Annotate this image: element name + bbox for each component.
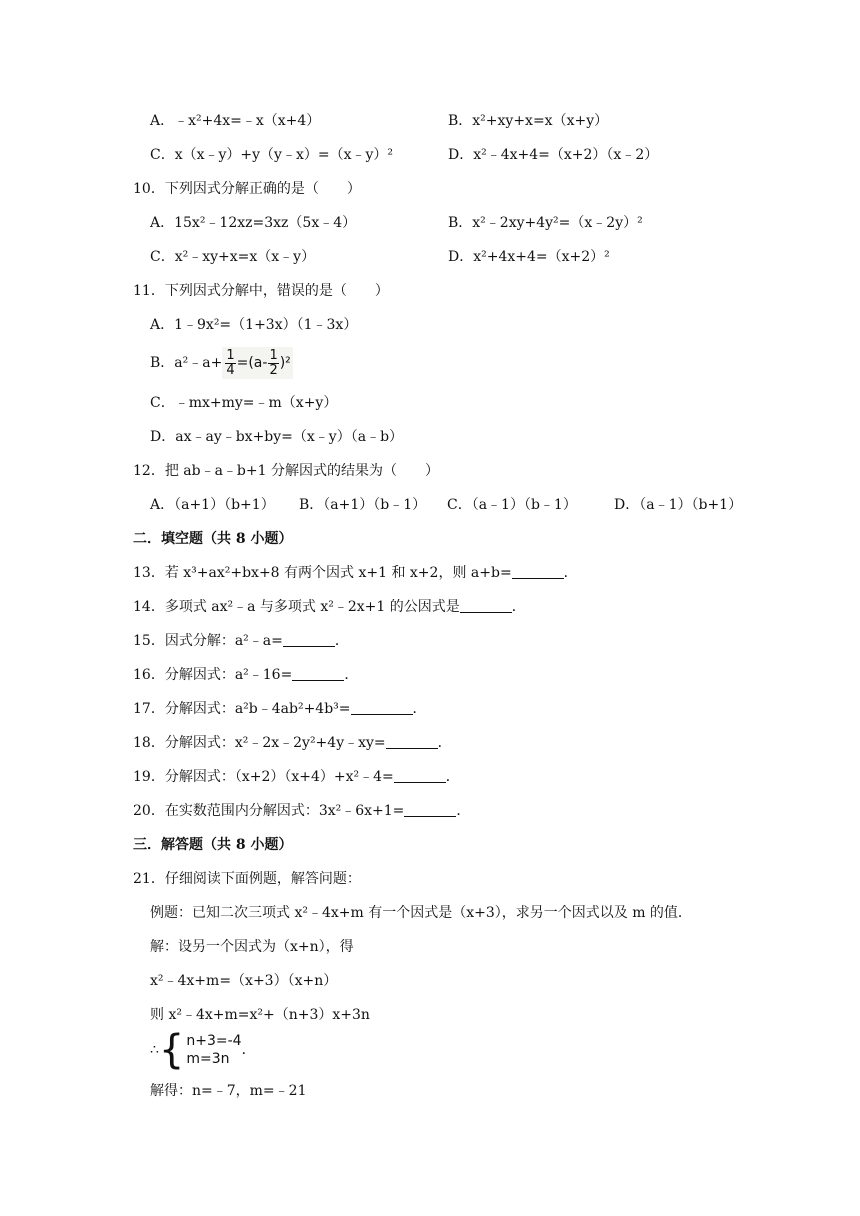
q21-solution-line-3: 则 x²﹣4x+m=x²+（n+3）x+3n — [150, 1007, 370, 1023]
q9-option-c: C．x（x﹣y）+y（y﹣x）=（x﹣y）² — [150, 147, 394, 163]
question-text: 20．在实数范围内分解因式：3x²﹣6x+1= — [133, 803, 405, 819]
q12-option-b: B．（a+1）（b﹣1） — [299, 497, 427, 513]
q21-example: 例题：已知二次三项式 x²﹣4x+m 有一个因式是（x+3），求另一个因式以及 m 的值． — [150, 905, 692, 921]
question-text: 15．因式分解：a²﹣a= — [133, 633, 283, 649]
fill-question-14 — [133, 597, 526, 617]
fill-question-20 — [133, 801, 470, 821]
question-end: ． — [563, 565, 578, 581]
q9-option-d: D．x²﹣4x+4=（x+2）（x﹣2） — [448, 147, 659, 163]
q10-option-b: B．x²﹣2xy+4y²=（x﹣2y）² — [448, 215, 643, 231]
q11-stem: 11．下列因式分解中，错误的是（ ） — [133, 283, 389, 299]
question-end: ． — [511, 599, 526, 615]
q12-option-d: D．（a﹣1）（b+1） — [614, 497, 743, 513]
fraction-denominator: 4 — [226, 362, 235, 378]
fraction-half — [268, 349, 278, 378]
therefore-symbol: ∴ — [150, 1042, 159, 1058]
q11-option-b — [150, 347, 293, 379]
q21-solution-line-2: x²﹣4x+m=（x+3）（x+n） — [150, 973, 338, 989]
answer-blank — [283, 632, 335, 647]
answer-blank — [386, 734, 438, 749]
formula-suffix: )² — [279, 355, 291, 371]
question-end: ． — [437, 735, 452, 751]
formula-middle: =(a- — [236, 355, 268, 371]
q12-stem: 12．把 ab﹣a﹣b+1 分解因式的结果为（ ） — [133, 463, 439, 479]
question-text: 18．分解因式：x²﹣2x﹣2y²+4y﹣xy= — [133, 735, 386, 751]
question-text: 19．分解因式：（x+2）（x+4）+x²﹣4= — [133, 769, 394, 785]
q9-option-a: A．﹣x²+4x=﹣x（x+4） — [150, 113, 321, 129]
q21-stem: 21．仔细阅读下面例题，解答问题： — [133, 871, 361, 887]
q21-solution-result: 解得：n=﹣7，m=﹣21 — [150, 1083, 307, 1099]
left-brace-icon: { — [158, 1027, 185, 1073]
q9-option-b: B．x²+xy+x=x（x+y） — [448, 113, 609, 129]
q11-option-d: D．ax﹣ay﹣bx+by=（x﹣y）（a﹣b） — [150, 429, 404, 445]
q21-solution-line-1: 解：设另一个因式为（x+n），得 — [150, 939, 354, 955]
system-equation-1: n+3=-4 — [186, 1033, 242, 1049]
q10-option-c: C．x²﹣xy+x=x（x﹣y） — [150, 249, 316, 265]
fill-question-18 — [133, 733, 452, 753]
q11-option-b-prefix: B．a²﹣a+ — [150, 355, 223, 371]
question-text: 17．分解因式：a²b﹣4ab²+4b³= — [133, 701, 351, 717]
fraction-denominator: 2 — [269, 362, 278, 378]
q11-option-a: A．1﹣9x²=（1+3x）（1﹣3x） — [150, 317, 358, 333]
section-answer-heading: 三．解答题（共 8 小题） — [133, 837, 293, 853]
q10-stem: 10．下列因式分解正确的是（ ） — [133, 181, 361, 197]
answer-blank — [351, 700, 413, 715]
fraction-quarter — [225, 349, 235, 378]
answer-blank — [394, 768, 446, 783]
fill-question-19 — [133, 767, 460, 787]
q12-option-c: C．（a﹣1）（b﹣1） — [447, 497, 577, 513]
answer-blank — [404, 802, 456, 817]
equation-system — [150, 1029, 256, 1071]
question-end: ． — [412, 701, 427, 717]
q11-option-c: C．﹣mx+my=﹣m（x+y） — [150, 395, 338, 411]
question-end: ． — [456, 803, 471, 819]
q11-option-b-formula — [222, 347, 292, 379]
answer-blank — [460, 598, 512, 613]
fraction-numerator: 1 — [269, 347, 278, 363]
fill-question-16 — [133, 665, 358, 685]
q12-option-a: A．（a+1）（b+1） — [150, 497, 275, 513]
system-end: ． — [241, 1042, 256, 1058]
question-text: 13．若 x³+ax²+bx+8 有两个因式 x+1 和 x+2，则 a+b= — [133, 565, 512, 581]
q10-option-a: A．15x²﹣12xz=3xz（5x﹣4） — [150, 215, 357, 231]
fill-question-17 — [133, 699, 427, 719]
system-equation-2: m=3n — [186, 1051, 230, 1067]
question-end: ． — [445, 769, 460, 785]
question-end: ． — [334, 633, 349, 649]
section-fill-in-heading: 二．填空题（共 8 小题） — [133, 531, 293, 547]
fill-question-15 — [133, 631, 349, 651]
question-text: 16．分解因式：a²﹣16= — [133, 667, 293, 683]
answer-blank — [292, 666, 344, 681]
q10-option-d: D．x²+4x+4=（x+2）² — [448, 249, 610, 265]
system-lines — [186, 1032, 241, 1068]
answer-blank — [512, 564, 564, 579]
fraction-numerator: 1 — [226, 347, 235, 363]
question-text: 14．多项式 ax²﹣a 与多项式 x²﹣2x+1 的公因式是 — [133, 599, 460, 615]
fill-question-13 — [133, 563, 578, 583]
question-end: ． — [344, 667, 359, 683]
q21-equation-system — [150, 1029, 256, 1071]
